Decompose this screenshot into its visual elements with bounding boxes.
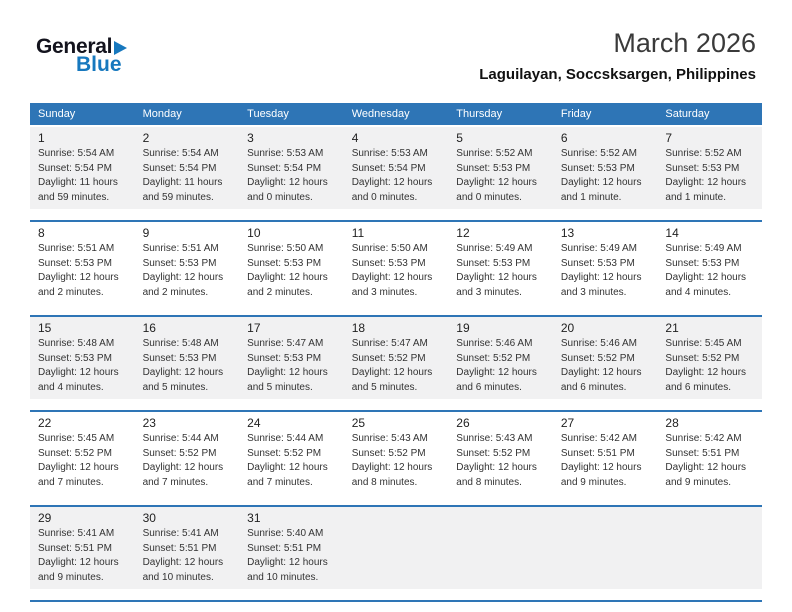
- day-cell-1: [30, 127, 135, 209]
- week-row-2: [30, 222, 762, 317]
- sunrise-text: Sunrise: 5:44 AM: [247, 433, 324, 444]
- day-cell-12: [448, 222, 553, 304]
- day-cell-5: [448, 127, 553, 209]
- sunrise-text: Sunrise: 5:43 AM: [456, 433, 533, 444]
- sunset-text: Sunset: 5:51 PM: [38, 542, 112, 554]
- sunrise-text: Sunrise: 5:46 AM: [456, 338, 533, 349]
- sunset-text: Sunset: 5:53 PM: [560, 162, 635, 174]
- day-number: 27: [560, 416, 575, 430]
- sunset-text: Sunset: 5:53 PM: [665, 257, 740, 269]
- day-number: 12: [456, 226, 470, 240]
- day-number: 16: [142, 321, 156, 335]
- sunrise-text: Sunrise: 5:41 AM: [38, 528, 115, 539]
- daylight-text: Daylight: 12 hours and 4 minutes.: [665, 272, 747, 298]
- day-cell-29: [30, 507, 135, 589]
- weekday-header-sunday: Sunday: [38, 108, 76, 120]
- sunset-text: Sunset: 5:53 PM: [247, 352, 322, 364]
- day-cell-23: [135, 412, 240, 494]
- day-number: 9: [142, 226, 150, 240]
- day-number: 5: [456, 131, 463, 145]
- month-title: March 2026: [613, 28, 756, 58]
- weekday-header-thursday: Thursday: [456, 108, 503, 120]
- daylight-text: Daylight: 12 hours and 0 minutes.: [456, 177, 537, 203]
- day-number: 17: [247, 321, 261, 335]
- sunrise-text: Sunrise: 5:48 AM: [142, 338, 219, 349]
- day-number: 20: [560, 321, 575, 335]
- daylight-text: Daylight: 12 hours and 5 minutes.: [247, 367, 328, 393]
- sunset-text: Sunset: 5:52 PM: [142, 447, 217, 459]
- sunrise-text: Sunrise: 5:46 AM: [560, 338, 637, 349]
- sunrise-text: Sunrise: 5:43 AM: [351, 433, 428, 444]
- daylight-text: Daylight: 12 hours and 9 minutes.: [665, 462, 747, 488]
- sunrise-text: Sunrise: 5:52 AM: [456, 148, 533, 159]
- day-number: 18: [351, 321, 366, 335]
- weekday-header-monday: Monday: [142, 108, 182, 120]
- sunset-text: Sunset: 5:52 PM: [38, 447, 112, 459]
- weekday-header-row: [30, 103, 762, 125]
- daylight-text: Daylight: 12 hours and 6 minutes.: [456, 367, 537, 393]
- day-cell-empty: [448, 507, 553, 589]
- weekday-header-friday: Friday: [560, 108, 592, 120]
- sunset-text: Sunset: 5:52 PM: [247, 447, 322, 459]
- day-cell-27: [553, 412, 658, 494]
- sunset-text: Sunset: 5:51 PM: [247, 542, 322, 554]
- day-cell-empty: [553, 507, 658, 589]
- day-cell-11: [344, 222, 449, 304]
- day-cell-26: [448, 412, 553, 494]
- calendar-grid: [30, 103, 762, 602]
- daylight-text: Daylight: 12 hours and 7 minutes.: [247, 462, 328, 488]
- weekday-header-saturday: Saturday: [665, 108, 710, 120]
- sunrise-text: Sunrise: 5:51 AM: [38, 243, 115, 254]
- daylight-text: Daylight: 12 hours and 3 minutes.: [351, 272, 433, 298]
- sunrise-text: Sunrise: 5:47 AM: [351, 338, 428, 349]
- sunset-text: Sunset: 5:53 PM: [38, 352, 112, 364]
- sunrise-text: Sunrise: 5:51 AM: [142, 243, 219, 254]
- day-cell-24: [239, 412, 344, 494]
- daylight-text: Daylight: 11 hours and 59 minutes.: [38, 177, 118, 203]
- daylight-text: Daylight: 12 hours and 10 minutes.: [142, 557, 224, 583]
- day-cell-3: [239, 127, 344, 209]
- sunset-text: Sunset: 5:52 PM: [560, 352, 635, 364]
- day-cell-15: [30, 317, 135, 399]
- sunset-text: Sunset: 5:53 PM: [351, 257, 426, 269]
- sunset-text: Sunset: 5:52 PM: [351, 352, 426, 364]
- weekday-header-tuesday: Tuesday: [247, 108, 289, 120]
- day-number: 29: [38, 511, 52, 525]
- sunset-text: Sunset: 5:51 PM: [560, 447, 635, 459]
- daylight-text: Daylight: 12 hours and 1 minute.: [665, 177, 747, 203]
- sunset-text: Sunset: 5:53 PM: [38, 257, 112, 269]
- week-row-inner: [30, 412, 762, 494]
- daylight-text: Daylight: 12 hours and 8 minutes.: [456, 462, 537, 488]
- daylight-text: Daylight: 12 hours and 4 minutes.: [38, 367, 119, 393]
- sunset-text: Sunset: 5:52 PM: [665, 352, 740, 364]
- day-number: 13: [560, 226, 575, 240]
- day-number: 26: [456, 416, 470, 430]
- logo-word-blue: Blue: [76, 53, 122, 76]
- weeks-container: [30, 127, 762, 602]
- day-cell-16: [135, 317, 240, 399]
- daylight-text: Daylight: 11 hours and 59 minutes.: [142, 177, 223, 203]
- day-number: 22: [38, 416, 52, 430]
- day-cell-empty: [344, 507, 449, 589]
- daylight-text: Daylight: 12 hours and 8 minutes.: [351, 462, 433, 488]
- day-cell-21: [657, 317, 762, 399]
- sunset-text: Sunset: 5:53 PM: [142, 352, 217, 364]
- day-cell-31: [239, 507, 344, 589]
- day-cell-20: [553, 317, 658, 399]
- sunset-text: Sunset: 5:53 PM: [665, 162, 740, 174]
- day-number: 2: [142, 131, 150, 145]
- day-cell-7: [657, 127, 762, 209]
- week-row-3: [30, 317, 762, 412]
- sunrise-text: Sunrise: 5:48 AM: [38, 338, 115, 349]
- sunset-text: Sunset: 5:53 PM: [247, 257, 322, 269]
- day-number: 1: [38, 131, 45, 145]
- week-row-inner: [30, 317, 762, 399]
- sunrise-text: Sunrise: 5:41 AM: [142, 528, 219, 539]
- sunset-text: Sunset: 5:54 PM: [351, 162, 426, 174]
- sunset-text: Sunset: 5:51 PM: [665, 447, 740, 459]
- daylight-text: Daylight: 12 hours and 6 minutes.: [665, 367, 747, 393]
- sunset-text: Sunset: 5:52 PM: [456, 447, 531, 459]
- sunrise-text: Sunrise: 5:52 AM: [665, 148, 742, 159]
- day-number: 25: [351, 416, 366, 430]
- sunrise-text: Sunrise: 5:54 AM: [142, 148, 219, 159]
- day-number: 10: [247, 226, 261, 240]
- day-cell-22: [30, 412, 135, 494]
- week-row-inner: [30, 127, 762, 209]
- sunrise-text: Sunrise: 5:42 AM: [560, 433, 637, 444]
- sunrise-text: Sunrise: 5:53 AM: [351, 148, 428, 159]
- day-number: 3: [247, 131, 254, 145]
- day-cell-10: [239, 222, 344, 304]
- weekday-header-wednesday: Wednesday: [351, 108, 410, 120]
- sunset-text: Sunset: 5:53 PM: [456, 162, 531, 174]
- daylight-text: Daylight: 12 hours and 3 minutes.: [456, 272, 537, 298]
- sunrise-text: Sunrise: 5:50 AM: [351, 243, 428, 254]
- day-cell-30: [135, 507, 240, 589]
- week-row-inner: [30, 507, 762, 589]
- sunset-text: Sunset: 5:53 PM: [456, 257, 531, 269]
- day-cell-2: [135, 127, 240, 209]
- sunrise-text: Sunrise: 5:49 AM: [456, 243, 533, 254]
- day-number: 23: [142, 416, 156, 430]
- daylight-text: Daylight: 12 hours and 7 minutes.: [142, 462, 224, 488]
- week-row-inner: [30, 222, 762, 304]
- daylight-text: Daylight: 12 hours and 9 minutes.: [38, 557, 119, 583]
- day-number: 4: [351, 131, 359, 145]
- day-cell-28: [657, 412, 762, 494]
- day-number: 11: [351, 226, 365, 240]
- sunset-text: Sunset: 5:51 PM: [142, 542, 217, 554]
- week-row-5: [30, 507, 762, 602]
- sunset-text: Sunset: 5:52 PM: [351, 447, 426, 459]
- sunset-text: Sunset: 5:52 PM: [456, 352, 531, 364]
- daylight-text: Daylight: 12 hours and 3 minutes.: [560, 272, 642, 298]
- general-blue-logo: [36, 36, 127, 75]
- daylight-text: Daylight: 12 hours and 6 minutes.: [560, 367, 642, 393]
- daylight-text: Daylight: 12 hours and 10 minutes.: [247, 557, 328, 583]
- daylight-text: Daylight: 12 hours and 5 minutes.: [142, 367, 224, 393]
- daylight-text: Daylight: 12 hours and 0 minutes.: [247, 177, 328, 203]
- day-cell-empty: [657, 507, 762, 589]
- daylight-text: Daylight: 12 hours and 2 minutes.: [247, 272, 328, 298]
- day-number: 30: [142, 511, 156, 525]
- day-cell-9: [135, 222, 240, 304]
- daylight-text: Daylight: 12 hours and 5 minutes.: [351, 367, 433, 393]
- week-row-4: [30, 412, 762, 507]
- sunrise-text: Sunrise: 5:40 AM: [247, 528, 324, 539]
- day-cell-4: [344, 127, 449, 209]
- sunset-text: Sunset: 5:54 PM: [247, 162, 322, 174]
- daylight-text: Daylight: 12 hours and 2 minutes.: [142, 272, 224, 298]
- day-number: 21: [665, 321, 679, 335]
- sunrise-text: Sunrise: 5:45 AM: [665, 338, 742, 349]
- day-number: 19: [456, 321, 470, 335]
- location-subtitle: Laguilayan, Soccsksargen, Philippines: [479, 66, 756, 83]
- title-block: [479, 28, 756, 83]
- day-cell-14: [657, 222, 762, 304]
- sunrise-text: Sunrise: 5:49 AM: [665, 243, 742, 254]
- day-cell-17: [239, 317, 344, 399]
- day-cell-6: [553, 127, 658, 209]
- day-number: 31: [247, 511, 261, 525]
- day-number: 14: [665, 226, 679, 240]
- sunset-text: Sunset: 5:54 PM: [38, 162, 112, 174]
- day-number: 6: [560, 131, 568, 145]
- daylight-text: Daylight: 12 hours and 1 minute.: [560, 177, 642, 203]
- sunrise-text: Sunrise: 5:47 AM: [247, 338, 324, 349]
- sunrise-text: Sunrise: 5:54 AM: [38, 148, 115, 159]
- day-cell-25: [344, 412, 449, 494]
- sunrise-text: Sunrise: 5:42 AM: [665, 433, 742, 444]
- day-number: 24: [247, 416, 261, 430]
- day-number: 7: [665, 131, 673, 145]
- sunrise-text: Sunrise: 5:50 AM: [247, 243, 324, 254]
- day-number: 8: [38, 226, 45, 240]
- daylight-text: Daylight: 12 hours and 2 minutes.: [38, 272, 119, 298]
- sunrise-text: Sunrise: 5:49 AM: [560, 243, 637, 254]
- day-cell-19: [448, 317, 553, 399]
- daylight-text: Daylight: 12 hours and 0 minutes.: [351, 177, 433, 203]
- daylight-text: Daylight: 12 hours and 7 minutes.: [38, 462, 119, 488]
- day-number: 28: [665, 416, 679, 430]
- page-header: [0, 0, 792, 103]
- sunrise-text: Sunrise: 5:45 AM: [38, 433, 115, 444]
- sunrise-text: Sunrise: 5:52 AM: [560, 148, 637, 159]
- sunset-text: Sunset: 5:53 PM: [142, 257, 217, 269]
- logo-word-general: General: [36, 35, 113, 58]
- day-cell-18: [344, 317, 449, 399]
- sunset-text: Sunset: 5:53 PM: [560, 257, 635, 269]
- sunset-text: Sunset: 5:54 PM: [142, 162, 217, 174]
- sunrise-text: Sunrise: 5:53 AM: [247, 148, 324, 159]
- day-cell-8: [30, 222, 135, 304]
- day-number: 15: [38, 321, 52, 335]
- day-cell-13: [553, 222, 658, 304]
- week-row-1: [30, 127, 762, 222]
- daylight-text: Daylight: 12 hours and 9 minutes.: [560, 462, 642, 488]
- sunrise-text: Sunrise: 5:44 AM: [142, 433, 219, 444]
